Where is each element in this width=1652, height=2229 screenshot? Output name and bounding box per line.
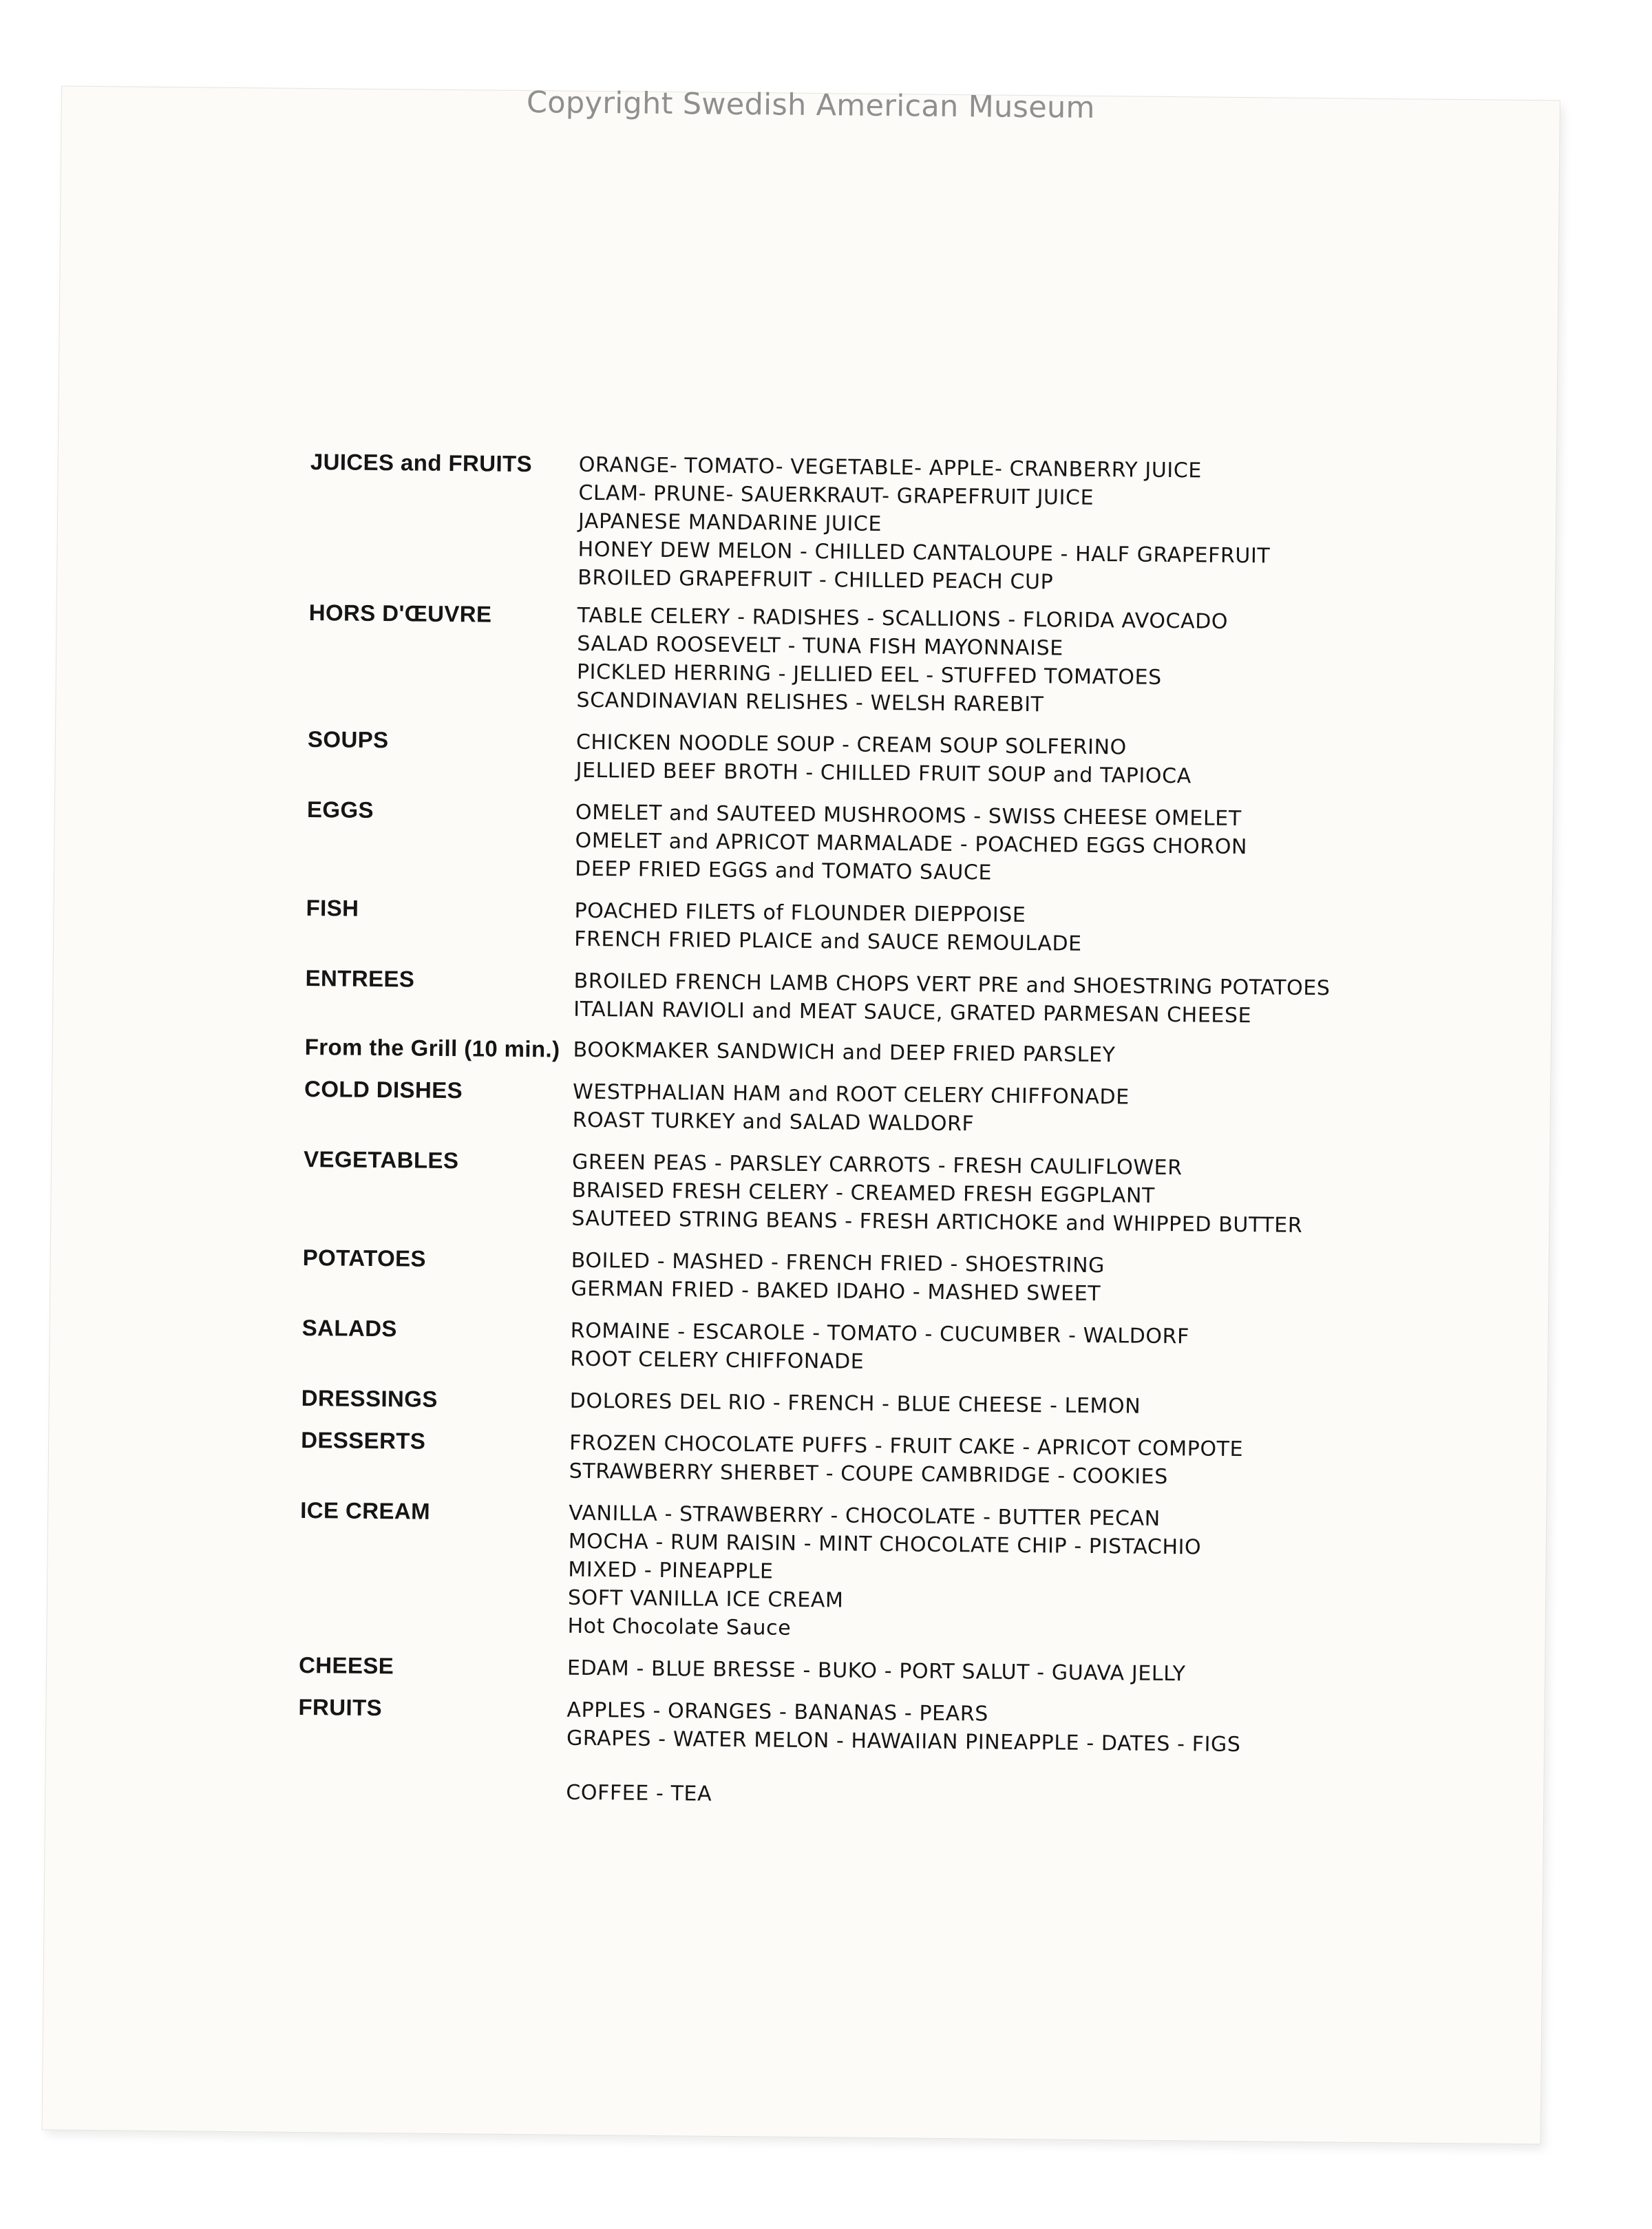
- category-items: [571, 1148, 1460, 1241]
- item-line: EDAM - BLUE BRESSE - BUKO - PORT SALUT - GUAVA JELLY: [566, 1656, 1186, 1687]
- category-items: [571, 1247, 1459, 1311]
- category-items: [566, 1696, 1455, 1761]
- item-line: SOFT VANILLA ICE CREAM: [567, 1585, 844, 1613]
- item-line: STRAWBERRY SHERBET - COUPE CAMBRIDGE - COOKIES: [569, 1459, 1168, 1490]
- category-items: [569, 1429, 1458, 1494]
- item-line: OMELET and APRICOT MARMALADE - POACHED EGGS CHORON: [575, 828, 1248, 860]
- item-line: SALAD ROOSEVELT - TUNA FISH MAYONNAISE: [577, 631, 1063, 661]
- item-line: SAUTEED STRING BEANS - FRESH ARTICHOKE and WHIPPED BUTTER: [571, 1206, 1303, 1238]
- item-line: BROILED GRAPEFRUIT - CHILLED PEACH CUP: [578, 565, 1054, 595]
- category-label: JUICES and FRUITS: [310, 449, 533, 477]
- category-items: [575, 799, 1463, 891]
- menu-section-salads: [301, 1314, 1459, 1382]
- item-line: MOCHA - RUM RAISIN - MINT CHOCOLATE CHIP - PISTACHIO: [568, 1529, 1202, 1560]
- menu-section-fruits: [298, 1693, 1455, 1761]
- category-label: FRUITS: [298, 1693, 383, 1721]
- category-label: EGGS: [306, 796, 374, 823]
- menu-section-soups: [307, 726, 1464, 793]
- category-label: ICE CREAM: [300, 1497, 431, 1524]
- category-label: POTATOES: [302, 1244, 427, 1271]
- item-line: TABLE CELERY - RADISHES - SCALLIONS - FLORIDA AVOCADO: [577, 603, 1229, 634]
- category-items: [573, 967, 1462, 1032]
- menu-section-dressings: [301, 1384, 1458, 1424]
- category-label: CHEESE: [298, 1651, 394, 1679]
- category-items: [570, 1387, 1458, 1424]
- item-line: ROOT CELERY CHIFFONADE: [570, 1346, 865, 1374]
- menu-section-potatoes: [302, 1244, 1459, 1311]
- item-line: GREEN PEAS - PARSLEY CARROTS - FRESH CAULIFLOWER: [571, 1150, 1183, 1181]
- item-line: VANILLA - STRAWBERRY - CHOCOLATE - BUTTER PECAN: [569, 1501, 1161, 1531]
- category-label: COLD DISHES: [304, 1076, 463, 1103]
- item-line: BOILED - MASHED - FRENCH FRIED - SHOESTRING: [571, 1248, 1105, 1278]
- item-line: POACHED FILETS of FLOUNDER DIEPPOISE: [574, 898, 1026, 928]
- menu-section-entrees: [305, 964, 1462, 1032]
- menu-list: [297, 448, 1467, 1815]
- category-label: DRESSINGS: [301, 1384, 438, 1412]
- item-line: ORANGE- TOMATO- VEGETABLE- APPLE- CRANBERRY JUICE: [578, 452, 1203, 483]
- category-items: [567, 1654, 1455, 1691]
- item-line: PICKLED HERRING - JELLIED EEL - STUFFED TOMATOES: [576, 659, 1162, 690]
- menu-section-desserts: [301, 1426, 1458, 1494]
- menu-section-juices-and-fruits: [309, 448, 1467, 600]
- item-line: Hot Chocolate Sauce: [567, 1614, 792, 1640]
- item-line: FROZEN CHOCOLATE PUFFS - FRUIT CAKE - APRICOT COMPOTE: [569, 1430, 1244, 1462]
- menu-section-eggs: [306, 796, 1463, 891]
- category-items: [576, 602, 1465, 723]
- menu-section-fish: [306, 894, 1463, 962]
- menu-section-vegetables: [303, 1145, 1460, 1241]
- item-line: BOOKMAKER SANDWICH and DEEP FRIED PARSLEY: [573, 1037, 1116, 1068]
- copyright-watermark: Copyright Swedish American Museum: [526, 85, 1095, 125]
- coffee-tea-line: COFFEE - TEA: [566, 1780, 712, 1806]
- item-line: JELLIED BEEF BROTH - CHILLED FRUIT SOUP and TAPIOCA: [575, 758, 1192, 789]
- menu-section-cold-dishes: [304, 1075, 1461, 1143]
- item-line: CHICKEN NOODLE SOUP - CREAM SOUP SOLFERINO: [575, 730, 1127, 760]
- item-line: WESTPHALIAN HAM and ROOT CELERY CHIFFONADE: [572, 1079, 1130, 1110]
- category-label: DESSERTS: [301, 1426, 426, 1454]
- category-items: [578, 451, 1467, 600]
- item-line: HONEY DEW MELON - CHILLED CANTALOUPE - HALF GRAPEFRUIT: [578, 537, 1271, 569]
- item-line: ITALIAN RAVIOLI and MEAT SAUCE, GRATED PARMESAN CHEESE: [573, 997, 1252, 1028]
- menu-section-cheese: [299, 1651, 1455, 1691]
- menu-page: [43, 87, 1560, 2144]
- menu-section-hors-doeuvre: [308, 599, 1465, 723]
- item-line: BROILED FRENCH LAMB CHOPS VERT PRE and SHOESTRING POTATOES: [573, 969, 1331, 1001]
- category-items: [574, 897, 1463, 962]
- menu-section-from-the-grill: [304, 1033, 1461, 1073]
- category-label: SOUPS: [307, 726, 389, 753]
- item-line: DOLORES DEL RIO - FRENCH - BLUE CHEESE - LEMON: [569, 1388, 1141, 1419]
- category-items: [575, 728, 1464, 793]
- category-label: VEGETABLES: [303, 1145, 459, 1174]
- item-line: OMELET and SAUTEED MUSHROOMS - SWISS CHEESE OMELET: [575, 800, 1242, 832]
- category-items: [567, 1499, 1457, 1649]
- item-line: MIXED - PINEAPPLE: [568, 1557, 774, 1584]
- item-line: ROMAINE - ESCAROLE - TOMATO - CUCUMBER - WALDORF: [570, 1318, 1190, 1349]
- item-line: APPLES - ORANGES - BANANAS - PEARS: [566, 1698, 989, 1726]
- item-line: SCANDINAVIAN RELISHES - WELSH RAREBIT: [576, 688, 1044, 717]
- category-label: SALADS: [301, 1314, 398, 1342]
- item-line: GRAPES - WATER MELON - HAWAIIAN PINEAPPLE - DATES - FIGS: [566, 1726, 1241, 1757]
- category-label: HORS D'ŒUVRE: [308, 600, 492, 627]
- item-line: FRENCH FRIED PLAICE and SAUCE REMOULADE: [574, 927, 1082, 956]
- item-line: BRAISED FRESH CELERY - CREAMED FRESH EGGPLANT: [571, 1178, 1156, 1208]
- category-label: FISH: [306, 895, 359, 921]
- category-label: ENTREES: [305, 965, 415, 992]
- category-items: [572, 1078, 1461, 1143]
- menu-section-ice-cream: [299, 1497, 1457, 1649]
- item-line: CLAM- PRUNE- SAUERKRAUT- GRAPEFRUIT JUICE: [578, 480, 1094, 510]
- category-items: [570, 1317, 1459, 1382]
- item-line: DEEP FRIED EGGS and TOMATO SAUCE: [575, 856, 993, 885]
- category-label: From the Grill (10 min.): [304, 1034, 560, 1062]
- category-items: [573, 1036, 1461, 1073]
- item-line: JAPANESE MANDARINE JUICE: [578, 509, 882, 537]
- item-line: ROAST TURKEY and SALAD WALDORF: [572, 1108, 975, 1137]
- item-line: GERMAN FRIED - BAKED IDAHO - MASHED SWEET: [571, 1276, 1101, 1307]
